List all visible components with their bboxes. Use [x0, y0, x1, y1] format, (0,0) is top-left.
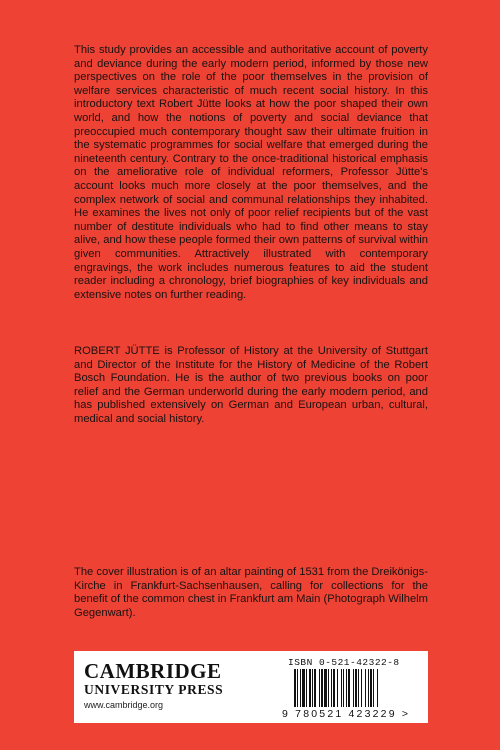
publisher-url: www.cambridge.org: [84, 700, 164, 710]
barcode-icon: [294, 669, 414, 707]
book-description: This study provides an accessible and authoritative account of poverty and deviance during the early modern period, informed by those new perspectives on the role of the poor themselves in the provision of welfare services characteristic of much recent social history. In this introductory text Robert Jütte looks at how the poor shaped their own world, and how the notions of poverty and social deviance that preoccupied much contemporary thought saw their ultimate fruition in the systematic programmes for social welfare that emerged during the nineteenth century. Contrary to the once-traditional historical emphasis on the ameliorative role of individual reformers, Professor Jütte's account looks much more closely at the poor themselves, and the complex network of social and communal relationships they inhabited. He examines the lives not only of poor relief recipients but of the vast number of destitute individuals who had to find other means to stay alive, and how these people formed their own patterns of survival within given communities. Attractively illustrated with contemporary engravings, the work includes numerous features to aid the student reader including a chronology, brief biographies of key individuals and extensive notes on further reading.: [74, 44, 428, 301]
publisher-logo: [84, 661, 223, 710]
publisher-name: CAMBRIDGE: [84, 659, 222, 683]
publisher-subname: UNIVERSITY PRESS: [84, 682, 224, 697]
isbn-label: ISBN 0-521-42322-8: [288, 657, 400, 668]
author-bio: ROBERT JÜTTE is Professor of History at the University of Stuttgart and Director of the Institute for the History of Medicine of the Robert Bosch Foundation. He is the author of two previous books on poor relief and the German underworld during the early modern period, and has published extensively on German and European urban, cultural, medical and social history.: [74, 345, 428, 425]
barcode-number: 9 780521 423229 >: [282, 708, 411, 720]
publisher-footer: [74, 651, 428, 723]
cover-illustration-credit: The cover illustration is of an altar painting of 1531 from the Dreikönigs-Kirche in Frankfurt-Sachsenhausen, calling for collections for the benefit of the common chest in Frankfurt am Main (Photograph Wilhelm Gegenwart).: [74, 566, 428, 619]
